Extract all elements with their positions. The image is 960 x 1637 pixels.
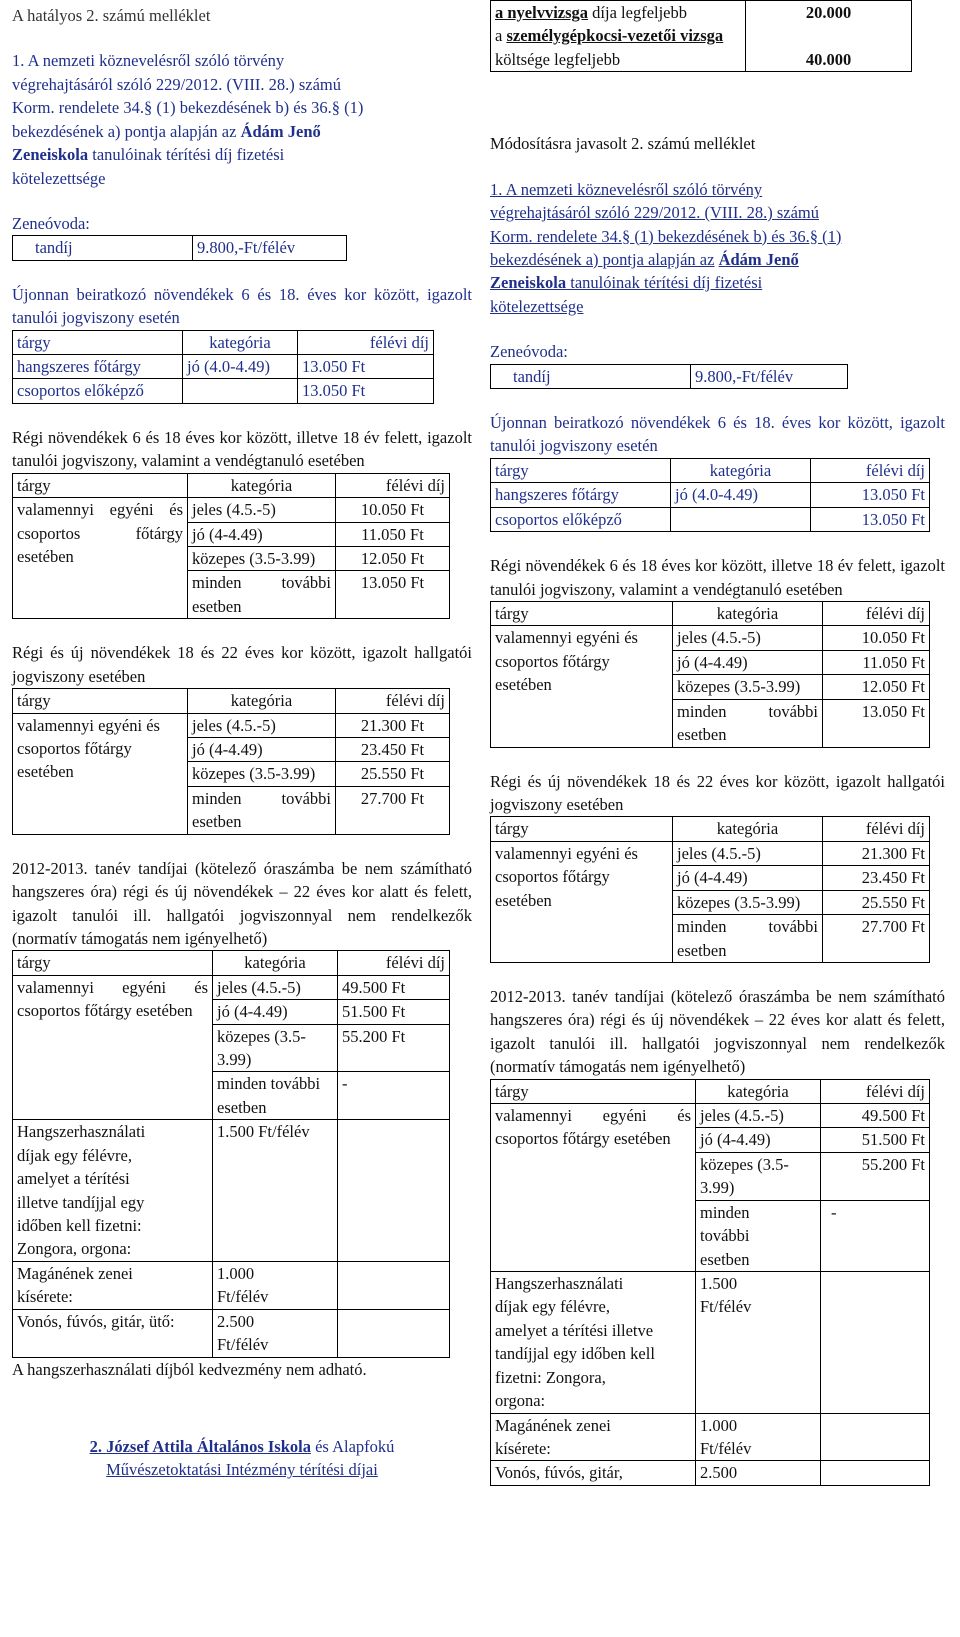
table-cell: minden további esetben <box>673 915 823 963</box>
table-cell: 55.200 Ft <box>821 1152 930 1200</box>
table-cell: Vonós, fúvós, gitár, ütő: <box>13 1309 213 1357</box>
table-cell: tandíj <box>13 236 193 260</box>
new-students-table <box>490 458 930 532</box>
table-row <box>13 713 450 737</box>
column-header: félévi díj <box>336 689 450 713</box>
table-cell: Hangszerhasználati díjak egy félévre, amelyet a térítési illetve tandíjjal egy időben kell fizetni: Zongora, orgona: <box>491 1271 696 1413</box>
column-header: félévi díj <box>298 330 434 354</box>
table-cell: 13.050 Ft <box>298 355 434 379</box>
exam-name: a nyelvvizsga <box>495 3 589 22</box>
table-row <box>13 1120 450 1262</box>
column-header: félévi díj <box>336 473 450 497</box>
column-header: tárgy <box>13 330 183 354</box>
table-cell: 2.500 Ft/félév <box>213 1309 338 1357</box>
table-cell: 12.050 Ft <box>823 675 930 699</box>
table-cell: 27.700 Ft <box>336 786 450 834</box>
table-row <box>13 1261 450 1309</box>
column-header: kategória <box>673 602 823 626</box>
table-cell: jeles (4.5.-5) <box>188 498 336 522</box>
table-cell: 1.500 Ft/félév <box>696 1271 821 1413</box>
table-cell: Magánének zenei kísérete: <box>13 1261 213 1309</box>
tuition-text: 2012-2013. tanév tandíjai (kötelező óraszámba be nem számítható hangszeres óra) régi és új növendékek – 22 éves kor alatt és felett, igazolt tanulói ill. hallgatói jogviszonnyal nem rendelkezők (normatív támogatás nem igényelhető) <box>490 986 945 1077</box>
table-cell: - <box>338 1072 450 1120</box>
table-header-row <box>491 1079 930 1103</box>
table-cell: 49.500 Ft <box>821 1104 930 1128</box>
column-header: félévi díj <box>823 817 930 841</box>
annex-title: A hatályos 2. számú melléklet <box>12 6 211 25</box>
table-cell: 40.000 <box>746 24 912 71</box>
table-cell: jó (4.0-4.49) <box>671 483 811 507</box>
column-header: félévi díj <box>823 602 930 626</box>
school2-name-rest: Művészetoktatási Intézmény térítési díjai <box>106 1460 378 1480</box>
table-cell: 27.700 Ft <box>823 915 930 963</box>
table-cell: 13.050 Ft <box>811 483 930 507</box>
table-row <box>491 626 930 650</box>
table-cell: jó (4-4.49) <box>696 1128 821 1152</box>
new-students-text: Újonnan beiratkozó növendékek 6 és 18. éves kor között, igazolt tanulói jogviszony esetén <box>12 284 472 328</box>
legal-line: végrehajtásáról szóló 229/2012. (VIII. 28.) számú <box>490 203 819 223</box>
table-cell <box>491 24 746 71</box>
table-cell <box>821 1271 930 1413</box>
table-row <box>491 507 930 531</box>
tuition-table <box>490 1079 930 1486</box>
column-header: kategória <box>696 1079 821 1103</box>
table-cell <box>338 1309 450 1357</box>
left-column <box>12 0 472 1482</box>
column-header: kategória <box>671 458 811 482</box>
table-cell: minden további esetben <box>213 1072 338 1120</box>
table-cell: jeles (4.5.-5) <box>696 1104 821 1128</box>
legal-basis <box>12 49 472 190</box>
table-row <box>13 379 434 403</box>
table-cell: 13.050 Ft <box>336 571 450 619</box>
table-row <box>491 483 930 507</box>
kinder-table <box>490 364 848 389</box>
column-header: tárgy <box>13 473 188 497</box>
old-students-table <box>12 473 450 620</box>
table-row <box>491 1461 930 1485</box>
table-cell: 25.550 Ft <box>336 762 450 786</box>
right-column <box>490 0 945 1486</box>
table-cell <box>338 1120 450 1262</box>
adult-students-table <box>490 816 930 963</box>
legal-line: végrehajtásáról szóló 229/2012. (VIII. 28.) számú <box>12 74 341 94</box>
table-cell: 11.050 Ft <box>823 650 930 674</box>
table-header-row <box>13 473 450 497</box>
old-students-table <box>490 601 930 748</box>
table-cell <box>491 1 746 25</box>
table-row <box>491 364 848 388</box>
table-cell: 21.300 Ft <box>823 841 930 865</box>
school-name: Zeneiskola <box>12 145 89 165</box>
table-cell: hangszeres főtárgy <box>13 355 183 379</box>
table-cell: 13.050 Ft <box>811 507 930 531</box>
table-cell: 1.000 Ft/félév <box>696 1413 821 1461</box>
table-cell: közepes (3.5-3.99) <box>188 547 336 571</box>
table-cell: csoportos előképző <box>491 507 671 531</box>
table-cell: 13.050 Ft <box>823 699 930 747</box>
table-row <box>13 498 450 522</box>
table-cell: 13.050 Ft <box>298 379 434 403</box>
table-cell: 23.450 Ft <box>336 737 450 761</box>
table-row <box>13 355 434 379</box>
table-cell: 1.500 Ft/félév <box>213 1120 338 1262</box>
table-cell: 1.000 Ft/félév <box>213 1261 338 1309</box>
table-cell: 10.050 Ft <box>336 498 450 522</box>
table-header-row <box>491 458 930 482</box>
column-header: tárgy <box>491 458 671 482</box>
table-cell: jó (4-4.49) <box>188 737 336 761</box>
table-cell: jó (4-4.49) <box>673 866 823 890</box>
table-cell: jó (4-4.49) <box>673 650 823 674</box>
column-header: kategória <box>188 689 336 713</box>
kinder-label: Zeneóvoda: <box>12 213 90 233</box>
column-header: kategória <box>183 330 298 354</box>
column-header: kategória <box>213 951 338 975</box>
exam-fee-table <box>490 0 912 72</box>
legal-line: Korm. rendelete 34.§ (1) bekezdésének b) és 36.§ (1) <box>12 98 364 118</box>
table-cell <box>821 1413 930 1461</box>
no-discount-note: A hangszerhasználati díjból kedvezmény nem adható. <box>12 1359 367 1379</box>
table-row <box>491 1 912 25</box>
table-cell: csoportos előképző <box>13 379 183 403</box>
adult-students-text: Régi és új növendékek 18 és 22 éves kor között, igazolt hallgatói jogviszony esetében <box>490 771 945 814</box>
old-students-text: Régi növendékek 6 és 18 éves kor között, illetve 18 év felett, igazolt tanulói jogviszony, valamint a vendégtanuló esetében <box>490 556 945 599</box>
table-cell <box>338 1261 450 1309</box>
table-row <box>491 1413 930 1461</box>
table-header-row <box>13 689 450 713</box>
table-cell: közepes (3.5-3.99) <box>673 675 823 699</box>
table-cell: Vonós, fúvós, gitár, <box>491 1461 696 1485</box>
school-name: Ádám Jenő <box>718 249 799 269</box>
column-header: félévi díj <box>821 1079 930 1103</box>
text: díja legfeljebb <box>588 3 688 22</box>
table-cell: jeles (4.5.-5) <box>213 975 338 999</box>
legal-line: 1. A nemzeti köznevelésről szóló törvény <box>12 51 285 71</box>
table-cell: minden további esetben <box>188 571 336 619</box>
table-cell: valamennyi egyéni és csoportos főtárgy esetében <box>491 626 673 747</box>
table-cell: valamennyi egyéni és csoportos főtárgy esetében <box>491 1104 696 1272</box>
school2-heading <box>12 1435 472 1482</box>
column-header: tárgy <box>491 817 673 841</box>
new-students-table <box>12 330 434 404</box>
legal-line: bekezdésének a) pontja alapján az <box>490 249 715 269</box>
text: a <box>495 26 507 46</box>
column-header: tárgy <box>13 689 188 713</box>
table-cell: 25.550 Ft <box>823 890 930 914</box>
table-row <box>491 1271 930 1413</box>
table-cell: jó (4-4.49) <box>213 1000 338 1024</box>
table-cell: Hangszerhasználati díjak egy félévre, amelyet a térítési illetve tandíjjal egy időben kell fizetni: Zongora, orgona: <box>13 1120 213 1262</box>
proposal-title: Módosításra javasolt 2. számú melléklet <box>490 134 756 154</box>
table-cell: - <box>821 1200 930 1271</box>
table-cell <box>183 379 298 403</box>
tuition-text: 2012-2013. tanév tandíjai (kötelező óraszámba be nem számítható hangszeres óra) régi és új növendékek – 22 éves kor alatt és felett, igazolt tanulói ill. hallgatói jogviszonnyal nem rendelkezők (normatív támogatás nem igényelhető) <box>12 858 472 948</box>
table-cell: jó (4-4.49) <box>188 522 336 546</box>
text: költsége legfeljebb <box>495 49 621 69</box>
legal-line: 1. A nemzeti köznevelésről szóló törvény <box>490 179 763 199</box>
table-cell: hangszeres főtárgy <box>491 483 671 507</box>
old-students-text: Régi növendékek 6 és 18 éves kor között, illetve 18 év felett, igazolt tanulói jogviszony, valamint a vendégtanuló esetében <box>12 427 472 471</box>
table-cell: 9.800,-Ft/félév <box>691 364 848 388</box>
table-cell: 55.200 Ft <box>338 1024 450 1072</box>
table-cell: minden további esetben <box>673 699 823 747</box>
table-row <box>13 236 347 260</box>
legal-line: kötelezettsége <box>12 168 106 188</box>
legal-line: bekezdésének a) pontja alapján az <box>12 121 237 141</box>
table-cell: közepes (3.5-3.99) <box>696 1152 821 1200</box>
column-header: tárgy <box>491 602 673 626</box>
table-cell: minden további esetben <box>188 786 336 834</box>
legal-line: kötelezettsége <box>490 296 584 316</box>
table-header-row <box>491 817 930 841</box>
table-header-row <box>13 951 450 975</box>
school2-name: József Attila Általános Iskola <box>106 1436 311 1456</box>
column-header: félévi díj <box>338 951 450 975</box>
table-cell: 20.000 <box>746 1 912 25</box>
table-cell: valamennyi egyéni és csoportos főtárgy esetében <box>491 841 673 962</box>
exam-name: személygépkocsi-vezetői vizsga <box>506 26 724 46</box>
table-cell: 51.500 Ft <box>338 1000 450 1024</box>
table-cell: valamennyi egyéni és csoportos főtárgy esetében <box>13 975 213 1120</box>
table-header-row <box>491 602 930 626</box>
table-cell: közepes (3.5-3.99) <box>213 1024 338 1072</box>
table-cell: 12.050 Ft <box>336 547 450 571</box>
table-row <box>491 841 930 865</box>
table-cell <box>821 1461 930 1485</box>
table-cell: közepes (3.5-3.99) <box>673 890 823 914</box>
legal-line: Korm. rendelete 34.§ (1) bekezdésének b) és 36.§ (1) <box>490 226 842 246</box>
tuition-table <box>12 950 450 1357</box>
table-cell <box>671 507 811 531</box>
school2-number: 2. <box>89 1436 107 1456</box>
new-students-text: Újonnan beiratkozó növendékek 6 és 18. éves kor között, igazolt tanulói jogviszony esetén <box>490 413 945 456</box>
column-header: kategória <box>673 817 823 841</box>
table-cell: 51.500 Ft <box>821 1128 930 1152</box>
adult-students-table <box>12 688 450 835</box>
table-cell: 23.450 Ft <box>823 866 930 890</box>
table-cell: minden további esetben <box>696 1200 821 1271</box>
legal-basis <box>490 178 945 319</box>
table-cell: 11.050 Ft <box>336 522 450 546</box>
table-cell: 9.800,-Ft/félév <box>193 236 347 260</box>
column-header: félévi díj <box>811 458 930 482</box>
table-row <box>491 1104 930 1128</box>
school2-name-rest: és Alapfokú <box>310 1436 395 1456</box>
table-cell: jeles (4.5.-5) <box>673 626 823 650</box>
table-cell: jó (4.0-4.49) <box>183 355 298 379</box>
column-header: tárgy <box>13 951 213 975</box>
table-cell: 21.300 Ft <box>336 713 450 737</box>
table-row <box>13 1309 450 1357</box>
column-header: tárgy <box>491 1079 696 1103</box>
table-cell: tandíj <box>491 364 691 388</box>
table-cell: jeles (4.5.-5) <box>188 713 336 737</box>
column-header: kategória <box>188 473 336 497</box>
adult-students-text: Régi és új növendékek 18 és 22 éves kor között, igazolt hallgatói jogviszony esetében <box>12 643 472 686</box>
table-row <box>13 975 450 999</box>
table-cell: 2.500 <box>696 1461 821 1485</box>
table-cell: jeles (4.5.-5) <box>673 841 823 865</box>
table-cell: 10.050 Ft <box>823 626 930 650</box>
kinder-label: Zeneóvoda: <box>490 342 568 362</box>
table-cell: valamennyi egyéni és csoportos főtárgy esetében <box>13 713 188 834</box>
legal-line: tanulóinak térítési díj fizetési <box>88 145 285 165</box>
school-name: Ádám Jenő <box>240 121 321 141</box>
table-row <box>491 24 912 71</box>
table-cell: 49.500 Ft <box>338 975 450 999</box>
kinder-table <box>12 235 347 260</box>
table-cell: közepes (3.5-3.99) <box>188 762 336 786</box>
school-name: Zeneiskola <box>490 273 567 293</box>
table-cell: valamennyi egyéni és csoportos főtárgy esetében <box>13 498 188 619</box>
legal-line: tanulóinak térítési díj fizetési <box>566 273 763 293</box>
table-header-row <box>13 330 434 354</box>
table-cell: Magánének zenei kísérete: <box>491 1413 696 1461</box>
